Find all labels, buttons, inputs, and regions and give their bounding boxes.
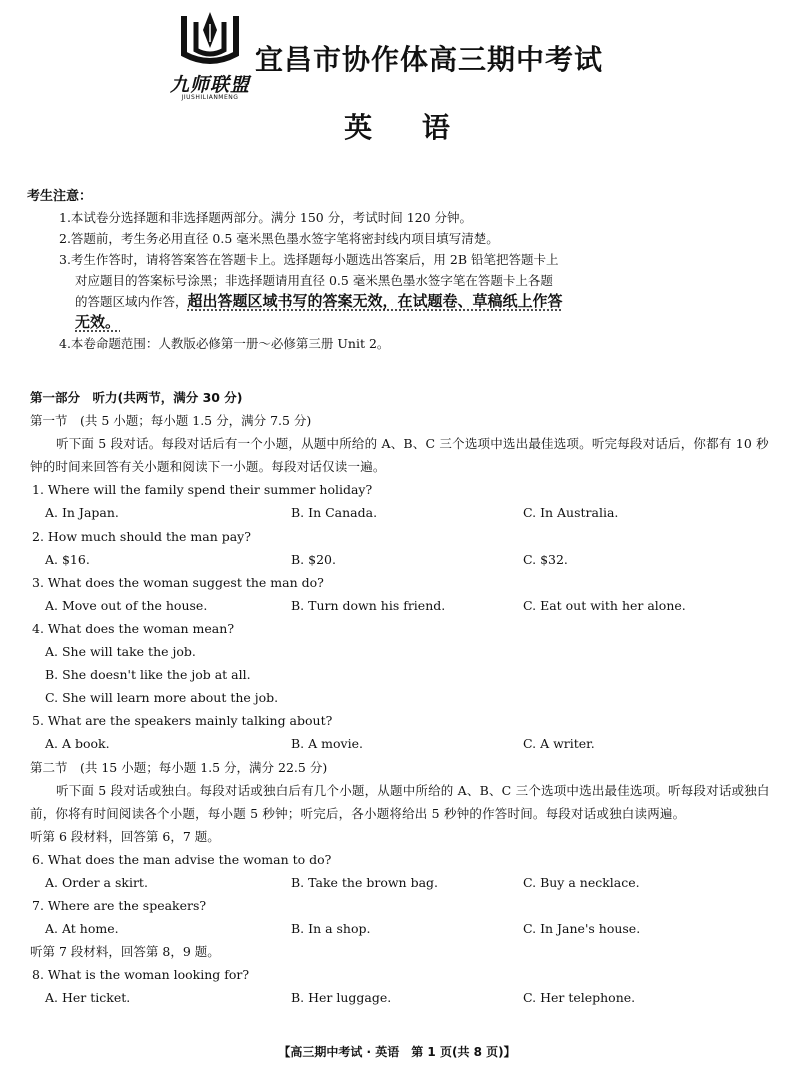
option-a: A. Her ticket.	[45, 990, 131, 1006]
option-a: A. She will take the job.	[45, 644, 196, 660]
listening-section	[30, 386, 770, 1010]
question: 2. How much should the man pay?	[32, 528, 251, 544]
options-row	[30, 917, 770, 940]
option-c: C. $32.	[523, 551, 568, 567]
question: 5. What are the speakers mainly talking about?	[32, 713, 333, 729]
logo	[162, 10, 258, 106]
page-footer: 【高三期中考试 · 英语 第 1 页(共 8 页)】	[278, 1045, 516, 1059]
notice-item-continued: 的答题区域内作答，超出答题区域书写的答案无效，在试题卷、草稿纸上作答	[75, 292, 563, 310]
option-a: A. A book.	[45, 736, 110, 752]
logo-subtext: JIUSHILIANMENG	[181, 94, 239, 101]
notice-item: 4.本卷命题范围：人教版必修第一册～必修第三册 Unit 2。	[59, 336, 390, 351]
option-b: B. Take the brown bag.	[291, 874, 438, 890]
notice-item: 3.考生作答时，请将答案答在答题卡上。选择题每小题选出答案后，用 2B 铅笔把答题卡上	[59, 252, 559, 267]
options-row	[30, 871, 770, 894]
notice-block	[27, 186, 767, 354]
option-a: A. Move out of the house.	[45, 597, 208, 613]
option-b: B. A movie.	[291, 736, 363, 752]
option-c: C. Buy a necklace.	[523, 874, 640, 890]
notice-item: 2.答题前，考生务必用直径 0.5 毫米黑色墨水签字笔将密封线内项目填写清楚。	[59, 231, 499, 246]
section-heading: 第二节 (共 15 小题；每小题 1.5 分，满分 22.5 分)	[30, 759, 328, 775]
options-row	[30, 594, 770, 617]
question: 3. What does the woman suggest the man do?	[32, 574, 324, 590]
subject-title: 英 语	[344, 111, 450, 144]
options-row	[30, 986, 770, 1009]
question: 4. What does the woman mean?	[32, 620, 235, 636]
material-note: 听第 6 段材料，回答第 6，7 题。	[30, 828, 220, 844]
section-heading: 第一节 (共 5 小题；每小题 1.5 分，满分 7.5 分)	[30, 413, 312, 429]
option-c: C. She will learn more about the job.	[45, 690, 279, 706]
exam-title: 宜昌市协作体高三期中考试	[255, 43, 604, 76]
question: 1. Where will the family spend their summer holiday?	[32, 482, 373, 498]
option-a: A. Order a skirt.	[45, 874, 148, 890]
option-b: B. $20.	[291, 551, 336, 567]
option-b: B. In Canada.	[291, 505, 378, 521]
notice-heading: 考生注意：	[27, 189, 93, 204]
options-row	[30, 548, 770, 571]
option-c: C. Her telephone.	[523, 990, 636, 1006]
option-c: C. A writer.	[523, 736, 595, 752]
option-b: B. She doesn't like the job at all.	[45, 667, 251, 683]
emphasis-text: 无效。	[75, 313, 121, 331]
question: 7. Where are the speakers?	[32, 898, 207, 914]
notice-item: 1.本试卷分选择题和非选择题两部分。满分 150 分，考试时间 120 分钟。	[59, 210, 473, 225]
emphasis-text: 超出答题区域书写的答案无效，在试题卷、草稿纸上作答	[187, 292, 563, 310]
notice-item-continued	[27, 312, 767, 333]
option-b: B. Her luggage.	[291, 990, 392, 1006]
option-c: C. In Australia.	[523, 505, 619, 521]
option-a: A. At home.	[45, 921, 119, 937]
option-b: B. Turn down his friend.	[291, 597, 446, 613]
material-note: 听第 7 段材料，回答第 8，9 题。	[30, 944, 220, 960]
option-a: A. $16.	[45, 551, 90, 567]
pen-book-icon	[162, 10, 258, 72]
section-instructions: 听下面 5 段对话。每段对话后有一个小题，从题中所给的 A、B、C 三个选项中选出最佳选项。听完每段对话后，你都有 10 秒钟的时间来回答有关小题和阅读下一小题。每段对话仅读一遍。	[30, 436, 769, 475]
notice-item-continued: 对应题目的答案标号涂黑；非选择题请用直径 0.5 毫米黑色墨水签字笔在答题卡上各题	[75, 273, 553, 288]
logo-text: 九师联盟	[169, 74, 250, 96]
section-instructions: 听下面 5 段对话或独白。每段对话或独白后有几个小题，从题中所给的 A、B、C 三个选项中选出最佳选项。听每段对话或独白前，你将有时间阅读各个小题，每小题 5 秒钟；听完后，各小题将给出 5 秒钟的作答时间。每段对话或独白读两遍。	[30, 782, 770, 821]
options-row	[30, 732, 770, 755]
question: 6. What does the man advise the woman to do?	[32, 851, 332, 867]
part-heading: 第一部分 听力(共两节，满分 30 分)	[30, 390, 243, 405]
option-c: C. In Jane's house.	[523, 921, 641, 937]
question: 8. What is the woman looking for?	[32, 967, 250, 983]
options-row	[30, 501, 770, 524]
option-b: B. In a shop.	[291, 921, 371, 937]
option-a: A. In Japan.	[45, 505, 119, 521]
option-c: C. Eat out with her alone.	[523, 597, 686, 613]
